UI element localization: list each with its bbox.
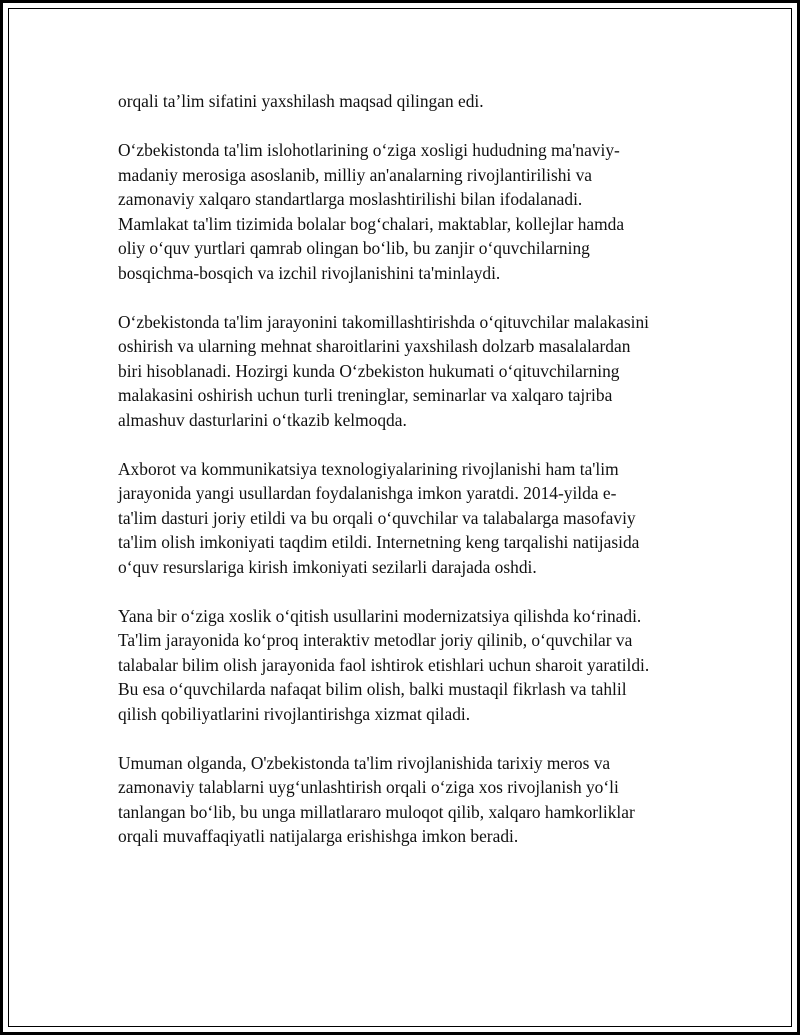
paragraph-2: O‘zbekistonda ta'lim islohotlarining o‘ziga xosligi hududning ma'naviy- madaniy merosiga asoslanib, milliy an'analarning rivojlantirilishi va zamonaviy xalqaro standartlarga moslashtirilishi bilan ifodalanadi. Mamlakat ta'lim tizimida bolalar bog‘chalari, maktablar, kollejlar hamda oliy o‘quv yurtlari qamrab olingan bo‘lib, bu zanjir o‘quvchilarning bosqichma-bosqich va izchil rivojlanishini ta'minlaydi.	[118, 140, 625, 283]
document-body	[118, 89, 698, 873]
paragraph-6: Umuman olganda, O'zbekistonda ta'lim rivojlanishida tarixiy meros va zamonaviy talablarni uyg‘unlashtirish orqali o‘ziga xos rivojlanish yo‘li tanlangan bo‘lib, bu unga millatlararo muloqot qilib, xalqaro hamkorliklar orqali muvaffaqiyatli natijalarga erishishga imkon beradi.	[118, 752, 635, 846]
paragraph-5: Yana bir o‘ziga xoslik o‘qitish usullarini modernizatsiya qilishda ko‘rinadi. Ta'lim jarayonida ko‘proq interaktiv metodlar joriy qilinib, o‘quvchilar va talabalar bilim olish jarayonida faol ishtirok etishlari uchun sharoit yaratildi. Bu esa o‘quvchilarda nafaqat bilim olish, balki mustaqil fikrlash va tahlil qilish qobiliyatlarini rivojlantirishga xizmat qiladi.	[118, 605, 650, 724]
paragraph-1: orqali ta’lim sifatini yaxshilash maqsad qilingan edi.	[118, 91, 484, 111]
paragraph-3: O‘zbekistonda ta'lim jarayonini takomillashtirishda o‘qituvchilar malakasini oshirish va ularning mehnat sharoitlarini yaxshilash dolzarb masalalardan biri hisoblanadi. Hozirgi kunda O‘zbekiston hukumati o‘qituvchilarning malakasini oshirish uchun turli treninglar, seminarlar va xalqaro tajriba almashuv dasturlarini o‘tkazib kelmoqda.	[118, 311, 650, 430]
paragraph-4: Axborot va kommunikatsiya texnologiyalarining rivojlanishi ham ta'lim jarayonida yangi usullardan foydalanishga imkon yaratdi. 2014-yilda e- ta'lim dasturi joriy etildi va bu orqali o‘quvchilar va talabalarga masofaviy ta'lim olish imkoniyati taqdim etildi. Internetning keng tarqalishi natijasida o‘quv resurslariga kirish imkoniyati sezilarli darajada oshdi.	[118, 458, 640, 577]
